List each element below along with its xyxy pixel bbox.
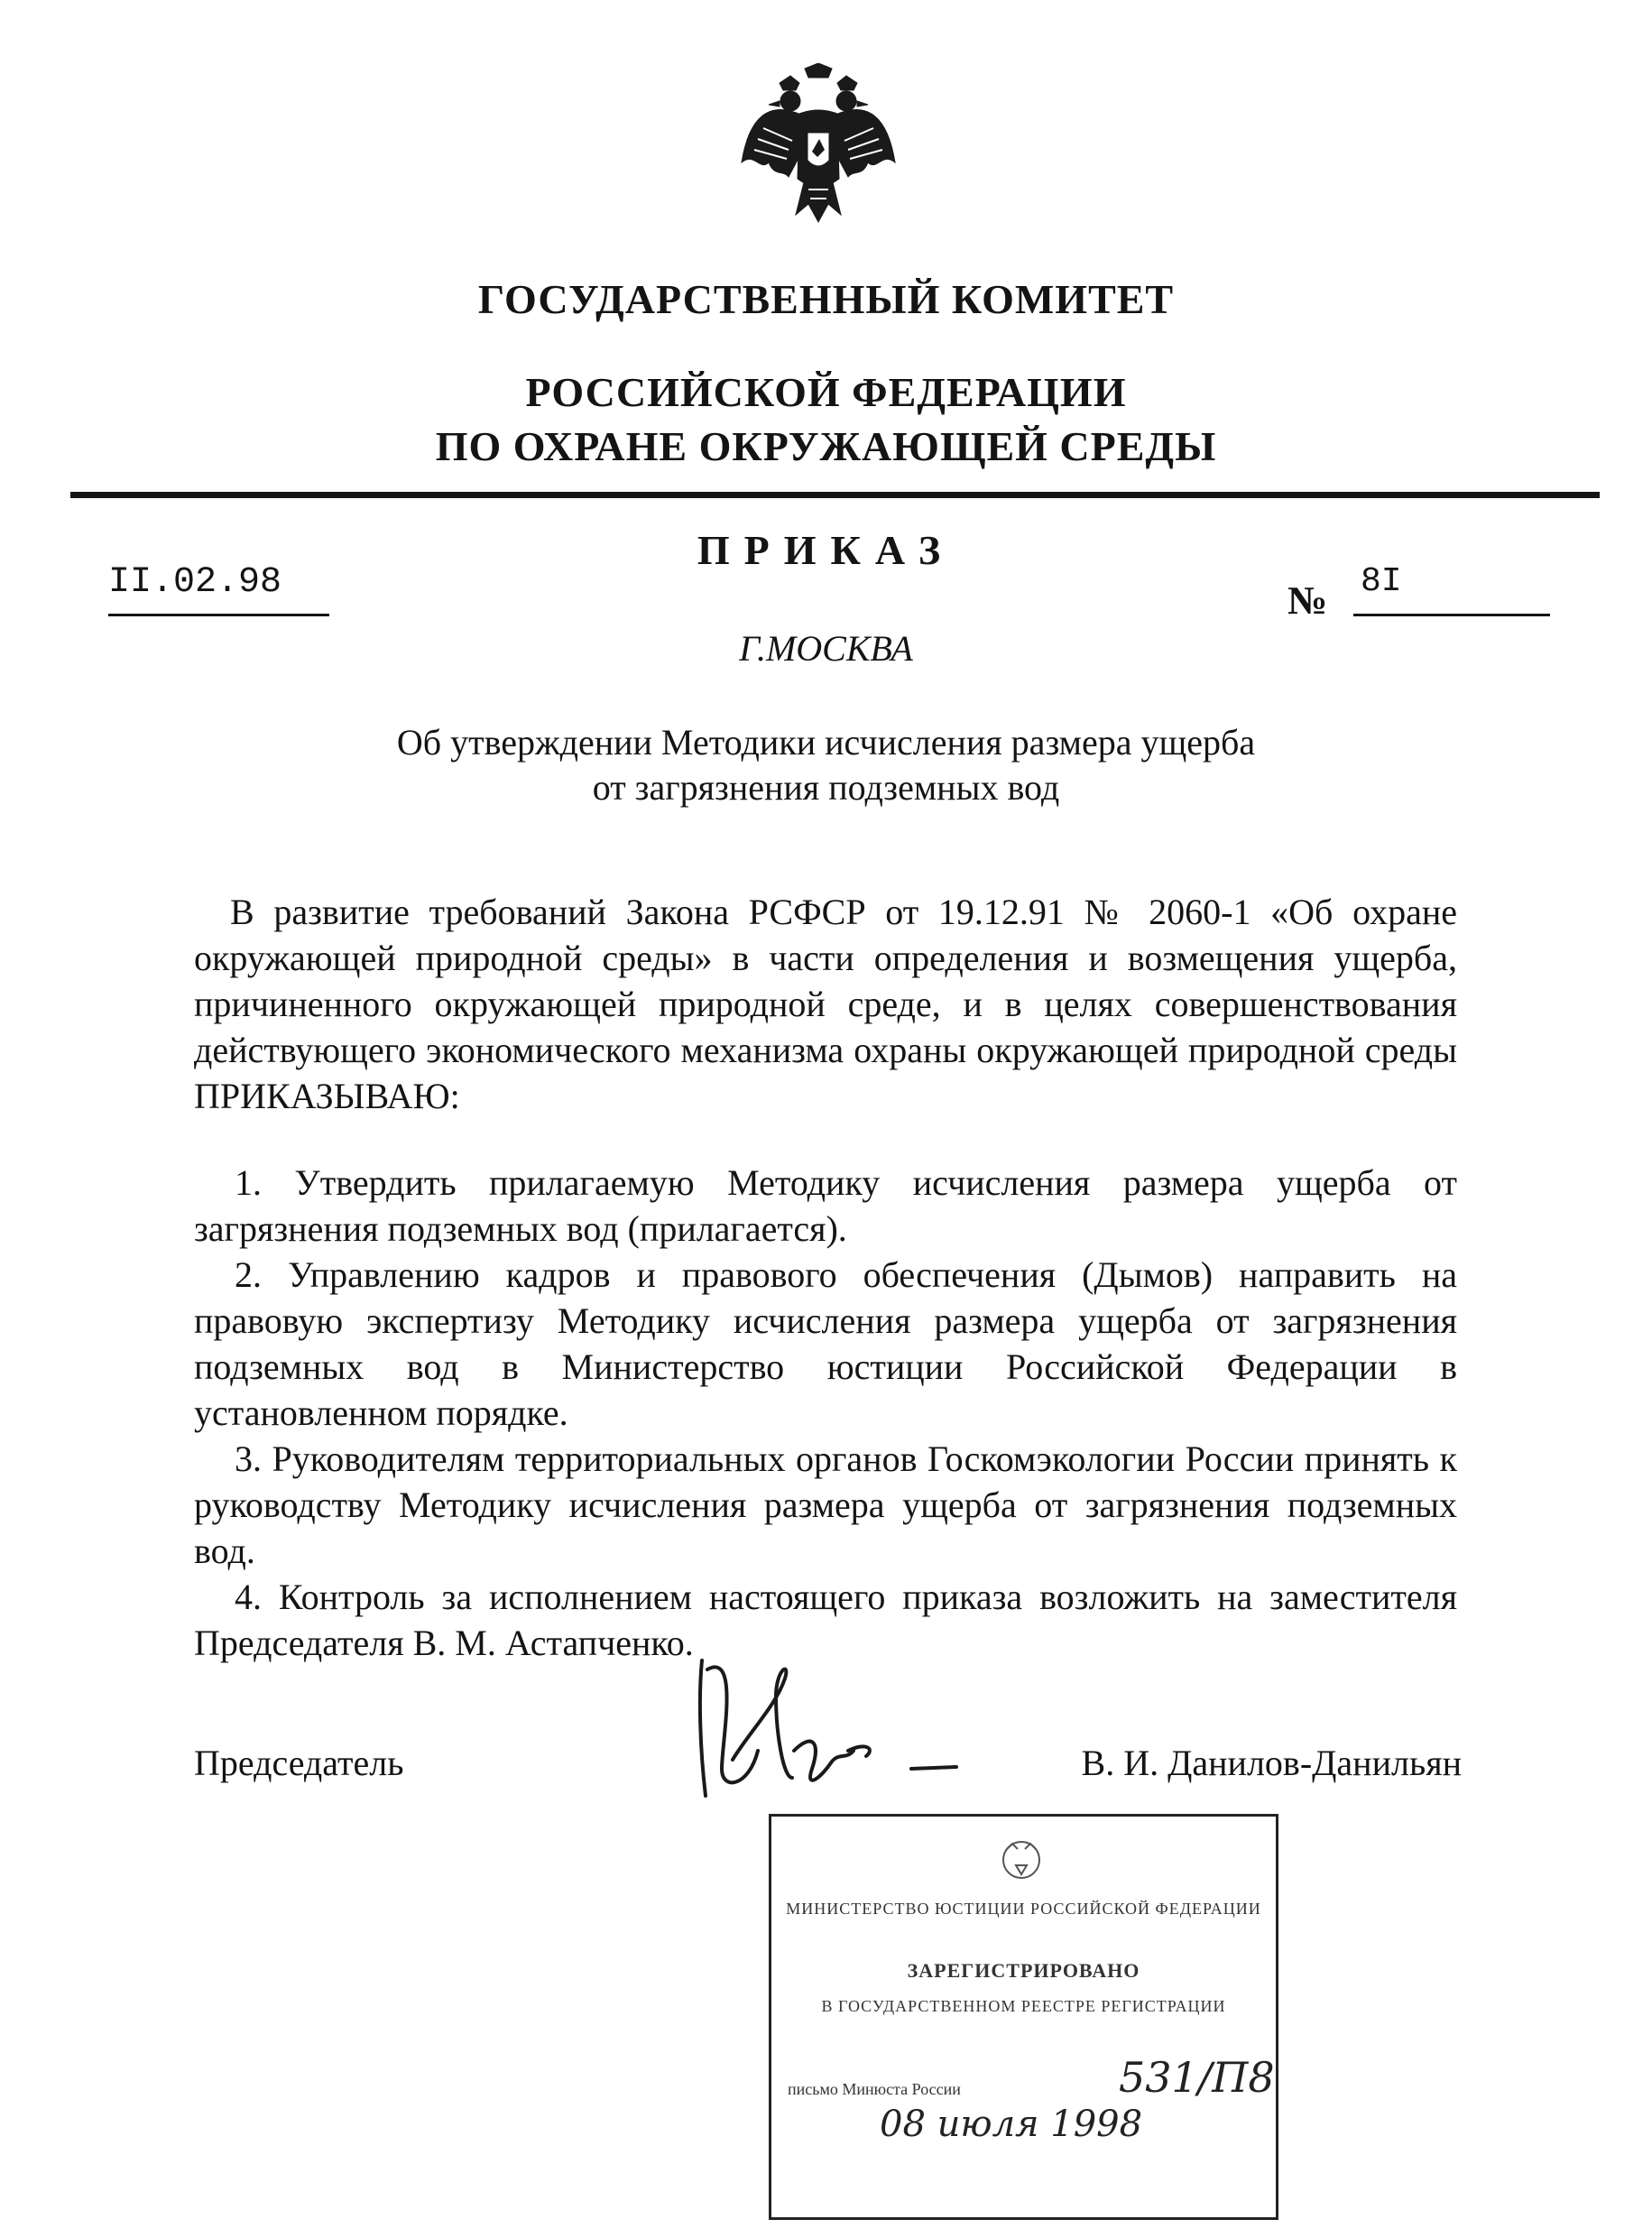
order-number: 8I [1361, 562, 1402, 601]
stamp-line-4: письмо Минюста России [788, 2080, 961, 2098]
stamp-line-2: ЗАРЕГИСТРИРОВАНО [907, 1959, 1140, 1982]
stamp-registration-date: 08 июля 1998 [880, 2104, 1143, 2145]
order-item-1: 1. Утвердить прилагаемую Методику исчисления размера ущерба от загрязнения подземных вод (прилагается). [194, 1162, 1457, 1249]
stamp-line-1: МИНИСТЕРСТВО ЮСТИЦИИ РОССИЙСКОЙ ФЕДЕРАЦИИ [786, 1900, 1261, 1918]
order-item-4: 4. Контроль за исполнением настоящего приказа возложить на заместителя Председателя В. М. Астапченко. [194, 1577, 1457, 1663]
registration-stamp [769, 1814, 1278, 2220]
stamp-registration-number: 531/П8 [1119, 2053, 1275, 2102]
russian-double-headed-eagle-icon [733, 63, 904, 226]
order-date-underline [108, 614, 329, 616]
order-city: Г.МОСКВА [739, 628, 913, 669]
subject-line-2: от загрязнения подземных вод [592, 767, 1060, 808]
intro-paragraph: В развитие требований Закона РСФСР от 19.12.91 № 2060-1 «Об охране окружающей природной среды» в части определения и возмещения ущерба, причиненного окружающей природной среде, и в целях совершенствования действующего экономического механизма охраны окружающей природной среды ПРИКАЗЫВАЮ: [194, 892, 1457, 1116]
handwritten-signature [686, 1642, 983, 1809]
header-line-2: РОССИЙСКОЙ ФЕДЕРАЦИИ [525, 369, 1127, 415]
order-number-underline [1353, 614, 1550, 616]
stamp-line-3: В ГОСУДАРСТВЕННОМ РЕЕСТРЕ РЕГИСТРАЦИИ [821, 1997, 1226, 2015]
signatory-title: Председатель [194, 1743, 404, 1783]
header-divider [70, 492, 1600, 498]
stamp-emblem-icon [994, 1835, 1048, 1890]
order-item-2: 2. Управлению кадров и правового обеспечения (Дымов) направить на правовую экспертизу Методику исчисления размера ущерба от загрязнения подземных вод в Министерство юстиции Российской Федерации в установленном порядке. [194, 1254, 1457, 1433]
order-date: II.02.98 [108, 562, 282, 603]
header-line-3: ПО ОХРАНЕ ОКРУЖАЮЩЕЙ СРЕДЫ [435, 423, 1217, 469]
header-line-1: ГОСУДАРСТВЕННЫЙ КОМИТЕТ [477, 276, 1175, 322]
order-item-3: 3. Руководителям территориальных органов Госкомэкологии России принять к руководству Методику исчисления размера ущерба от загрязнения подземных вод. [194, 1438, 1457, 1571]
order-number-label: № [1287, 578, 1328, 623]
order-title: ПРИКАЗ [697, 527, 955, 573]
signatory-name: В. И. Данилов-Данильян [1081, 1743, 1462, 1783]
subject-line-1: Об утверждении Методики исчисления размера ущерба [396, 722, 1256, 763]
state-emblem [733, 63, 904, 230]
